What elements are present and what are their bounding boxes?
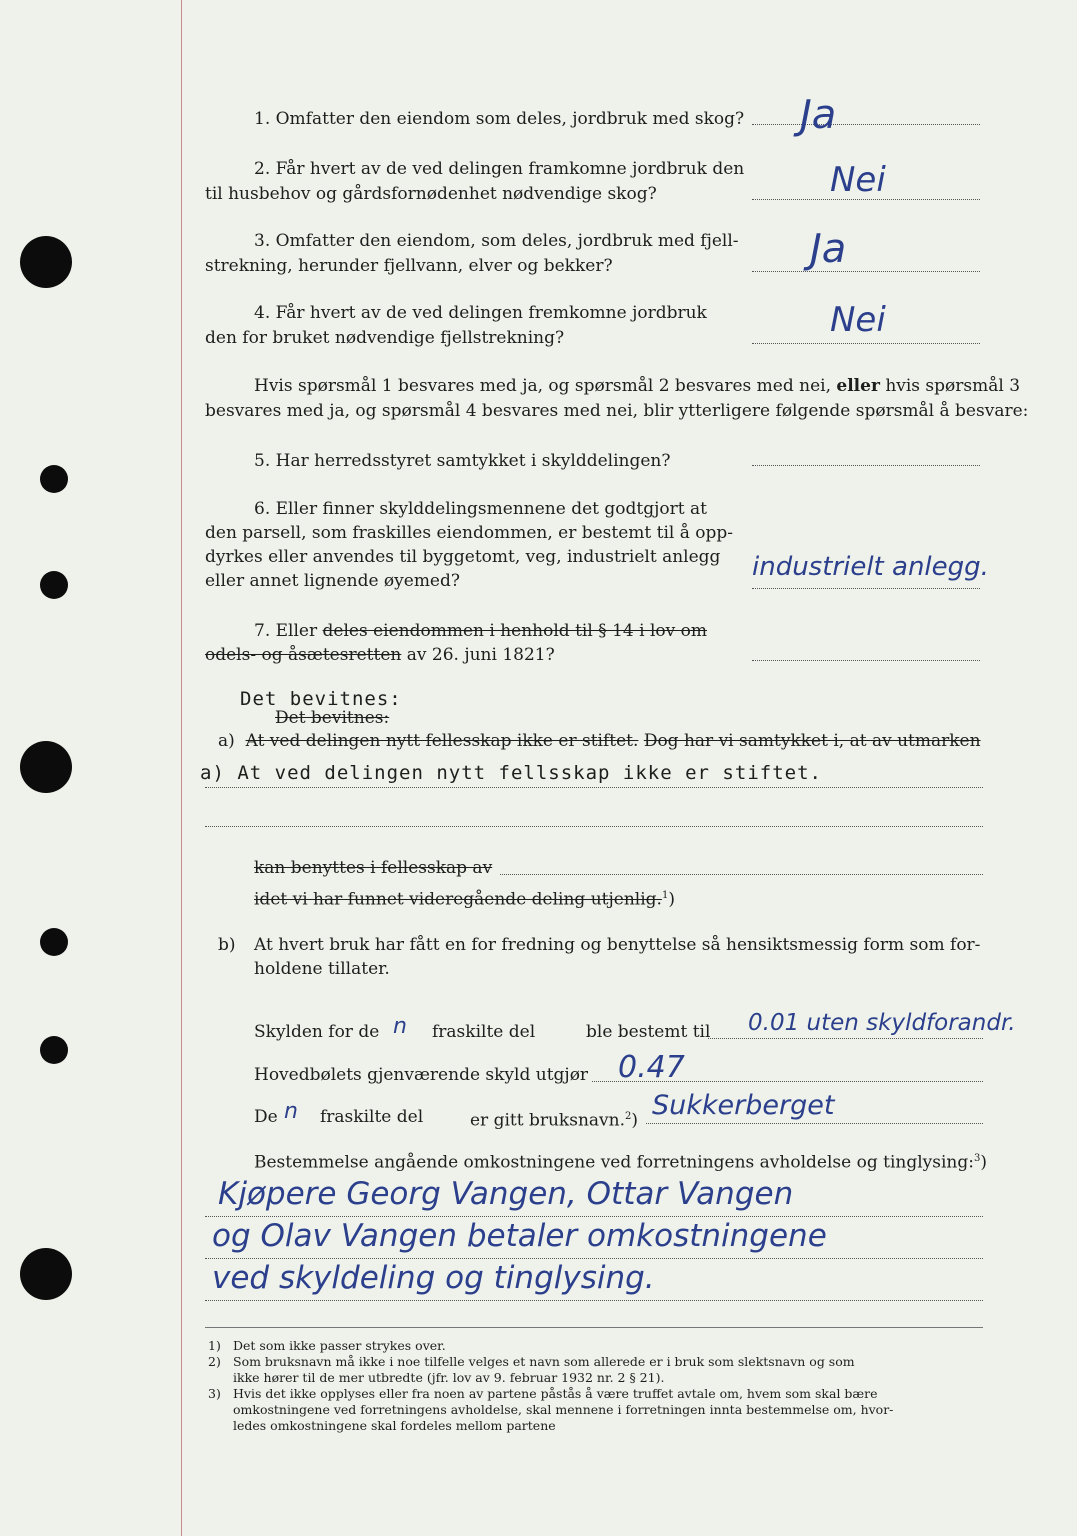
bevitnes-printed: Det bevitnes: [275,708,390,728]
bevitnes-typed: Det bevitnes: [240,688,402,710]
binder-hole [40,571,68,599]
item-a-printed [218,730,981,752]
binder-hole [40,465,68,493]
question-2-line-1: 2. Får hvert av de ved delingen framkomne jordbruk den [254,159,745,179]
condition-line-1 [254,375,1020,397]
item-a-struck: At ved delingen nytt fellesskap ikke er stiftet. [245,731,639,751]
skyld-label-b: fraskilte del [432,1022,536,1042]
item-a-struck-rest: Dog har vi samtykket i, at av utmarken [643,731,981,751]
answer-line [752,343,980,344]
footnote-1-mark: 1) [208,1338,221,1353]
question-7-lead: 7. Eller [254,621,318,641]
cost-label: Bestemmelse angående omkostningene ved forretningens avholdelse og tinglysing:$^3$) [254,1152,987,1173]
skyld-answer: 0.01 uten skyldforandr. [748,1010,1016,1036]
binder-hole [40,928,68,956]
binder-hole [40,1036,68,1064]
item-b-line-1: At hvert bruk har fått en for fredning og benyttelse så hensiktsmessig form som for- [254,935,981,955]
utjenlig-line [254,885,675,911]
question-2-line-2: til husbehov og gårdsfornødenhet nødvendige skog? [205,184,657,204]
question-3-line-2: strekning, herunder fjellvann, elver og bekker? [205,256,613,276]
question-1-text: 1. Omfatter den eiendom som deles, jordbruk med skog? [254,109,745,129]
bruksnavn-handwritten-n: n [284,1099,298,1124]
footnote-2-line-1: Som bruksnavn må ikke i noe tilfelle velges et navn som allerede er i bruk som slektsnavn og som [233,1354,855,1369]
answer-line [205,826,983,827]
condition-line-2: besvares med ja, og spørsmål 4 besvares med nei, blir ytterligere følgende spørsmål å besvare: [205,401,1029,421]
footnote-3-line-3: ledes omkostningene skal fordeles mellom partene [233,1418,556,1433]
bruksnavn-label-a: De [254,1107,278,1127]
item-b-label: b) [218,935,236,955]
footnote-ref-2: 2 [625,1111,632,1122]
answer-line [205,787,983,788]
question-3-answer: Ja [810,226,847,272]
question-6-answer: industrielt anlegg. [752,552,989,582]
question-4-line-1: 4. Får hvert av de ved delingen fremkomne jordbruk [254,303,707,323]
answer-line [708,1038,983,1039]
footnote-ref-1: 1 [661,890,669,901]
cost-handwritten-line-1: Kjøpere Georg Vangen, Ottar Vangen [218,1176,794,1212]
question-1-answer: Ja [800,92,837,138]
answer-line [752,660,980,661]
question-6-line-3: dyrkes eller anvendes til byggetomt, veg, industrielt anlegg [205,547,721,567]
answer-line [500,874,983,875]
answer-line [752,271,980,272]
answer-line [205,1216,983,1217]
footnote-rule [205,1327,983,1328]
question-7-line-2 [205,644,555,666]
question-3-line-1: 3. Omfatter den eiendom, som deles, jordbruk med fjell- [254,231,739,251]
binder-hole [20,1248,72,1300]
question-7-line-1 [254,620,707,642]
binder-hole [20,236,72,288]
footnote-ref-3: 3 [973,1153,981,1164]
footnote-2-line-2: ikke hører til de mer utbredte (jfr. lov av 9. februar 1932 nr. 2 § 21). [233,1370,665,1385]
question-4-answer: Nei [830,300,886,340]
skyld-handwritten-n: n [393,1014,407,1039]
condition-eller: eller [836,376,880,396]
skyld-label-c: ble bestemt til [586,1022,711,1042]
answer-line [205,1258,983,1259]
question-5-text: 5. Har herredsstyret samtykket i skylddelingen? [254,451,671,471]
question-6-line-4: eller annet lignende øyemed? [205,571,460,591]
hovedbol-label: Hovedbølets gjenværende skyld utgjør [254,1065,589,1085]
item-a-label: a) [218,731,235,751]
bruksnavn-label-text: er gitt bruksnavn. [470,1110,626,1131]
footnote-3-line-2: omkostningene ved forretningens avholdelse, skal mennene i forretningen innta bestemmelse om, hvor- [233,1402,894,1417]
hovedbol-answer: 0.47 [618,1050,685,1085]
footnote-2-mark: 2) [208,1354,221,1369]
answer-line [752,588,980,589]
bruksnavn-label-b: fraskilte del [320,1107,424,1127]
question-4-line-2: den for bruket nødvendige fjellstrekning? [205,328,565,348]
question-6-line-2: den parsell, som fraskilles eiendommen, er bestemt til å opp- [205,523,734,543]
bruksnavn-label-c: er gitt bruksnavn.$^2$) [470,1110,639,1131]
footnote-3-mark: 3) [208,1386,221,1401]
cost-label-text: Bestemmelse angående omkostningene ved forretningens avholdelse og tinglysing: [254,1152,974,1173]
item-a-typed: a) At ved delingen nytt fellsskap ikke er stiftet. [200,762,822,784]
footnote-1-text: Det som ikke passer strykes over. [233,1338,446,1353]
red-margin-line [181,0,182,1536]
fellesskap-line: kan benyttes i fellesskap av [254,858,493,878]
footnote-3-line-1: Hvis det ikke opplyses eller fra noen av partene påstås å være truffet avtale om, hvem som skal bære [233,1386,878,1401]
answer-line [646,1123,983,1124]
cost-handwritten-line-2: og Olav Vangen betaler omkostningene [212,1218,827,1254]
question-7-struck-1: deles eiendommen i henhold til § 14 i lov om [322,621,707,641]
cost-handwritten-line-3: ved skyldeling og tinglysing. [212,1260,655,1296]
bruksnavn-answer: Sukkerberget [652,1090,835,1121]
footnote-ref-paren: ) [668,889,675,910]
utjenlig-text: idet vi har funnet videregående deling utjenlig. [254,889,662,910]
question-7-struck-2: odels- og åsætesretten [205,645,402,665]
question-6-line-1: 6. Eller finner skylddelingsmennene det godtgjort at [254,499,707,519]
condition-text-a: Hvis spørsmål 1 besvares med ja, og spørsmål 2 besvares med nei, [254,376,831,396]
skyld-label-a: Skylden for de [254,1022,380,1042]
question-2-answer: Nei [830,160,886,200]
item-b-line-2: holdene tillater. [254,959,390,979]
question-7-tail: av 26. juni 1821? [406,645,555,665]
binder-hole [20,741,72,793]
answer-line [205,1300,983,1301]
answer-line [752,124,980,125]
answer-line [752,465,980,466]
condition-text-c: hvis spørsmål 3 [885,376,1021,396]
